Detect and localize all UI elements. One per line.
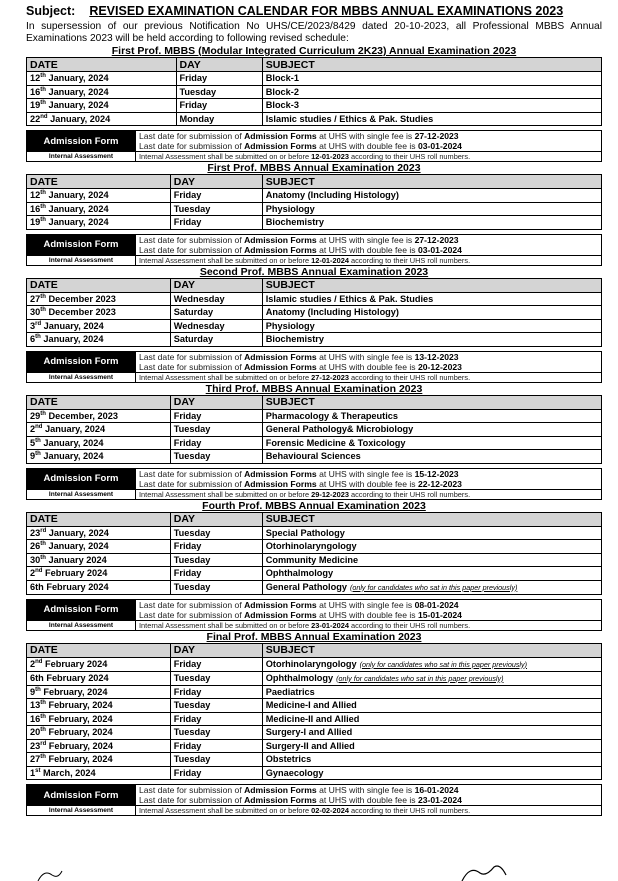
cell-date: 16th January, 2024 [27,85,177,99]
internal-assessment-label: Internal Assessment [27,255,135,265]
cell-date: 23rd February, 2024 [27,739,171,753]
date-suffix: th [40,190,46,197]
cell-day: Wednesday [170,319,262,333]
cell-subject: Anatomy (Including Histology) [262,189,601,203]
table-header-row [27,58,602,72]
cell-day: Tuesday [170,699,262,713]
exam-table [26,57,602,126]
date-suffix: th [40,541,46,548]
cell-day: Saturday [170,306,262,320]
cell-day: Friday [170,540,262,554]
table-row [27,202,602,216]
table-header-row [27,643,602,657]
double-fee-date: 20-12-2023 [417,361,462,372]
table-row [27,306,602,320]
date-suffix: th [40,217,46,224]
cell-subject: Special Pathology [262,526,601,540]
cell-date: 9th February, 2024 [27,685,171,699]
cell-subject: Ophthalmology (only for candidates who sat in this paper previously) [262,671,601,685]
cell-date: 6th February 2024 [27,671,171,685]
admission-labels [27,600,136,630]
cell-day: Friday [170,436,262,450]
table-row [27,112,602,126]
subject-line [26,4,602,19]
admission-box [26,468,602,500]
internal-assessment-date: 27-12-2023 [311,372,349,382]
single-fee-line: Last date for submission of Admission Forms at UHS with single fee is 13-12-2023 [139,351,459,362]
section-title: Final Prof. MBBS Annual Examination 2023 [206,630,422,643]
single-fee-date: 16-01-2024 [414,785,459,795]
cell-day: Monday [176,112,262,126]
cell-subject: Obstetrics [262,753,601,767]
document-page [26,4,602,816]
cell-day: Tuesday [170,726,262,740]
cell-date: 23rd January, 2024 [27,526,171,540]
cell-day: Tuesday [170,423,262,437]
header-subject: SUBJECT [262,175,601,189]
cell-day: Tuesday [170,753,262,767]
table-row [27,580,602,594]
table-row [27,753,602,767]
cell-subject: Physiology [262,202,601,216]
admission-forms-text: Admission Forms [244,234,317,245]
internal-assessment-line: Internal Assessment shall be submitted on or before 29-12-2023 according to their UHS roll numbers. [136,489,601,499]
header-day: DAY [170,278,262,292]
table-row [27,540,602,554]
date-suffix: th [40,73,46,80]
cell-date: 6th January, 2024 [27,333,171,347]
internal-assessment-date: 12-01-2023 [311,152,349,161]
signature-mark [0,861,618,881]
admission-labels [27,785,136,815]
table-row [27,739,602,753]
cell-day: Tuesday [170,553,262,567]
cell-day: Wednesday [170,292,262,306]
admission-forms-text: Admission Forms [244,795,317,805]
cell-day: Friday [170,409,262,423]
table-row [27,216,602,230]
cell-subject: Physiology [262,319,601,333]
section-title: First Prof. MBBS Annual Examination 2023 [207,162,421,174]
date-suffix: nd [35,568,43,575]
cell-day: Friday [170,567,262,581]
admission-forms-text: Admission Forms [244,609,317,620]
cell-date: 2nd January, 2024 [27,423,171,437]
cell-date: 27th February, 2024 [27,753,171,767]
exam-table [26,643,602,781]
cell-subject: Surgery-II and Allied [262,739,601,753]
single-fee-line: Last date for submission of Admission Forms at UHS with single fee is 16-01-2024 [139,785,459,795]
internal-assessment-label: Internal Assessment [27,489,135,499]
admission-forms-text: Admission Forms [244,361,317,372]
admission-forms-text: Admission Forms [244,599,317,610]
admission-forms-text: Admission Forms [244,785,317,795]
cell-date: 19th January, 2024 [27,99,177,113]
section-title: Third Prof. MBBS Annual Examination 2023 [205,382,423,395]
cell-subject: Medicine-I and Allied [262,699,601,713]
table-row [27,526,602,540]
header-subject: SUBJECT [262,512,601,526]
table-row [27,409,602,423]
table-row [27,685,602,699]
admission-details [136,352,601,382]
subject-note: (only for candidates who sat in this paper previously) [336,673,504,683]
cell-subject: Biochemistry [262,333,601,347]
admission-labels [27,469,136,499]
cell-subject: Islamic studies / Ethics & Pak. Studies [262,112,601,126]
cell-subject: Biochemistry [262,216,601,230]
table-header-row [27,512,602,526]
cell-date: 12th January, 2024 [27,72,177,86]
internal-assessment-line: Internal Assessment shall be submitted on or before 27-12-2023 according to their UHS roll numbers. [136,372,601,382]
admission-forms-text: Admission Forms [244,141,317,151]
table-row [27,72,602,86]
single-fee-date: 08-01-2024 [414,599,459,610]
header-date: DATE [27,512,171,526]
date-suffix: nd [35,658,43,665]
exam-table [26,395,602,464]
admission-forms-text: Admission Forms [244,244,317,255]
internal-assessment-line: Internal Assessment shall be submitted on or before 12-01-2024 according to their UHS roll numbers. [136,255,601,265]
table-row [27,671,602,685]
section-title: Second Prof. MBBS Annual Examination 2023 [199,265,429,278]
date-suffix: rd [35,320,42,327]
exam-table [26,278,602,347]
internal-assessment-label: Internal Assessment [27,805,135,815]
admission-labels [27,235,136,265]
cell-date: 30th December 2023 [27,306,171,320]
single-fee-line: Last date for submission of Admission Forms at UHS with single fee is 15-12-2023 [139,468,459,479]
table-row [27,99,602,113]
internal-assessment-date: 23-01-2024 [311,620,349,630]
double-fee-line: Last date for submission of Admission Forms at UHS with double fee is 22-12-2023 [139,478,462,489]
cell-date: 20th February, 2024 [27,726,171,740]
date-suffix: th [40,700,46,707]
cell-date: 19th January, 2024 [27,216,171,230]
table-row [27,85,602,99]
admission-form-label: Admission Form [27,785,135,805]
table-row [27,450,602,464]
header-day: DAY [170,395,262,409]
cell-day: Friday [170,712,262,726]
header-subject: SUBJECT [262,395,601,409]
date-suffix: th [40,86,46,93]
admission-labels [27,352,136,382]
table-row [27,567,602,581]
cell-date: 12th January, 2024 [27,189,171,203]
admission-forms-text: Admission Forms [244,478,317,489]
header-subject: SUBJECT [262,278,601,292]
exam-sections [26,45,602,816]
admission-box [26,130,602,162]
cell-subject: Ophthalmology [262,567,601,581]
cell-subject: Block-3 [262,99,601,113]
cell-date: 2nd February 2024 [27,657,171,671]
header-day: DAY [170,175,262,189]
header-date: DATE [27,175,171,189]
single-fee-date: 27-12-2023 [414,131,459,141]
date-suffix: th [40,713,46,720]
header-date: DATE [27,395,171,409]
subject-note: (only for candidates who sat in this paper previously) [349,582,518,592]
admission-details [136,785,601,815]
double-fee-line: Last date for submission of Admission Forms at UHS with double fee is 23-01-2024 [139,795,462,805]
cell-subject: Islamic studies / Ethics & Pak. Studies [262,292,601,306]
date-suffix: th [35,334,41,341]
table-row [27,436,602,450]
admission-forms-text: Admission Forms [244,351,317,362]
cell-day: Friday [176,99,262,113]
table-row [27,712,602,726]
single-fee-line: Last date for submission of Admission Forms at UHS with single fee is 27-12-2023 [139,234,459,245]
cell-subject: Pharmacology & Therapeutics [262,409,601,423]
date-suffix: th [35,451,41,458]
cell-day: Tuesday [170,450,262,464]
section-title: Fourth Prof. MBBS Annual Examination 2023 [202,499,426,512]
double-fee-date: 15-01-2024 [417,609,462,620]
table-row [27,766,602,780]
cell-date: 22nd January, 2024 [27,112,177,126]
cell-subject: Forensic Medicine & Toxicology [262,436,601,450]
internal-assessment-line: Internal Assessment shall be submitted on or before 23-01-2024 according to their UHS roll numbers. [136,620,601,630]
double-fee-line: Last date for submission of Admission Forms at UHS with double fee is 03-01-2024 [139,244,462,255]
table-row [27,657,602,671]
cell-date: 9th January, 2024 [27,450,171,464]
date-suffix: th [40,727,46,734]
header-date: DATE [27,643,171,657]
date-suffix: th [40,293,46,300]
cell-subject: Behavioural Sciences [262,450,601,464]
cell-subject: Otorhinolaryngology (only for candidates who sat in this paper previously) [262,657,601,671]
table-row [27,292,602,306]
cell-subject: Surgery-I and Allied [262,726,601,740]
cell-day: Tuesday [170,526,262,540]
internal-assessment-label: Internal Assessment [27,620,135,630]
table-header-row [27,278,602,292]
header-subject: SUBJECT [262,58,601,72]
date-suffix: th [40,203,46,210]
internal-assessment-line: Internal Assessment shall be submitted on or before 12-01-2023 according to their UHS roll numbers. [136,151,601,161]
cell-subject: Gynaecology [262,766,601,780]
cell-subject: General Pathology (only for candidates who sat in this paper previously) [262,580,601,594]
table-row [27,553,602,567]
table-header-row [27,395,602,409]
admission-form-label: Admission Form [27,600,135,620]
subject-note: (only for candidates who sat in this paper previously) [359,659,528,669]
cell-date: 29th December, 2023 [27,409,171,423]
admission-labels [27,131,136,161]
single-fee-line: Last date for submission of Admission Forms at UHS with single fee is 27-12-2023 [139,131,459,141]
date-suffix: nd [35,424,43,431]
subject-label: Subject: [26,4,76,18]
date-suffix: th [35,437,41,444]
header-day: DAY [170,643,262,657]
cell-day: Friday [170,189,262,203]
header-day: DAY [176,58,262,72]
cell-date: 2nd February 2024 [27,567,171,581]
double-fee-date: 22-12-2023 [417,478,462,489]
cell-subject: Paediatrics [262,685,601,699]
cell-day: Friday [170,657,262,671]
single-fee-date: 27-12-2023 [414,234,459,245]
admission-details [136,131,601,161]
header-date: DATE [27,58,177,72]
admission-box [26,351,602,383]
double-fee-line: Last date for submission of Admission Forms at UHS with double fee is 03-01-2024 [139,141,462,151]
exam-table [26,512,602,595]
internal-assessment-line: Internal Assessment shall be submitted on or before 02-02-2024 according to their UHS roll numbers. [136,805,601,815]
admission-box [26,599,602,631]
date-suffix: th [40,307,46,314]
cell-day: Friday [176,72,262,86]
cell-date: 16th February, 2024 [27,712,171,726]
table-row [27,423,602,437]
internal-assessment-date: 29-12-2023 [311,489,349,499]
admission-details [136,600,601,630]
admission-form-label: Admission Form [27,235,135,255]
cell-date: 5th January, 2024 [27,436,171,450]
table-header-row [27,175,602,189]
cell-date: 16th January, 2024 [27,202,171,216]
document-title: REVISED EXAMINATION CALENDAR FOR MBBS ANNUAL EXAMINATIONS 2023 [89,4,564,18]
cell-day: Tuesday [170,671,262,685]
cell-date: 30th January 2024 [27,553,171,567]
internal-assessment-date: 12-01-2024 [311,255,349,265]
internal-assessment-date: 02-02-2024 [311,806,349,815]
date-suffix: th [35,686,41,693]
admission-details [136,469,601,499]
internal-assessment-label: Internal Assessment [27,372,135,382]
cell-day: Tuesday [170,580,262,594]
cell-date: 3rd January, 2024 [27,319,171,333]
admission-details [136,235,601,265]
exam-table [26,174,602,230]
cell-date: 26th January, 2024 [27,540,171,554]
double-fee-line: Last date for submission of Admission Forms at UHS with double fee is 20-12-2023 [139,361,462,372]
date-suffix: th [40,100,46,107]
admission-box [26,234,602,266]
cell-day: Friday [170,685,262,699]
cell-day: Friday [170,739,262,753]
double-fee-line: Last date for submission of Admission Forms at UHS with double fee is 15-01-2024 [139,609,462,620]
double-fee-date: 23-01-2024 [417,795,462,805]
cell-date: 6th February 2024 [27,580,171,594]
date-suffix: th [40,410,46,417]
double-fee-date: 03-01-2024 [417,141,462,151]
date-suffix: rd [40,527,47,534]
cell-subject: Medicine-II and Allied [262,712,601,726]
table-row [27,189,602,203]
cell-date: 1st March, 2024 [27,766,171,780]
date-suffix: nd [40,113,48,120]
admission-forms-text: Admission Forms [244,468,317,479]
cell-day: Tuesday [170,202,262,216]
cell-subject: Anatomy (Including Histology) [262,306,601,320]
cell-subject: Block-2 [262,85,601,99]
header-date: DATE [27,278,171,292]
cell-day: Saturday [170,333,262,347]
cell-day: Tuesday [176,85,262,99]
cell-subject: Otorhinolaryngology [262,540,601,554]
header-day: DAY [170,512,262,526]
single-fee-line: Last date for submission of Admission Forms at UHS with single fee is 08-01-2024 [139,599,459,610]
date-suffix: th [40,554,46,561]
date-suffix: st [35,767,41,774]
table-row [27,319,602,333]
admission-form-label: Admission Form [27,131,135,151]
date-suffix: rd [40,740,47,747]
admission-forms-text: Admission Forms [244,131,317,141]
cell-day: Friday [170,216,262,230]
table-row [27,333,602,347]
table-row [27,699,602,713]
cell-subject: Community Medicine [262,553,601,567]
header-subject: SUBJECT [262,643,601,657]
cell-day: Friday [170,766,262,780]
section-title: First Prof. MBBS (Modular Integrated Curriculum 2K23) Annual Examination 2023 [111,45,517,57]
internal-assessment-label: Internal Assessment [27,151,135,161]
single-fee-date: 13-12-2023 [414,351,459,362]
table-row [27,726,602,740]
cell-date: 13th February, 2024 [27,699,171,713]
intro-paragraph: In supersession of our previous Notification No UHS/CE/2023/8429 dated 20-10-2023, all Professional MBBS Annual Examinations 2023 will be held according to following revised schedule: [26,21,602,44]
double-fee-date: 03-01-2024 [417,244,462,255]
admission-form-label: Admission Form [27,352,135,372]
single-fee-date: 15-12-2023 [414,468,459,479]
cell-subject: Block-1 [262,72,601,86]
cell-subject: General Pathology& Microbiology [262,423,601,437]
cell-date: 27th December 2023 [27,292,171,306]
admission-form-label: Admission Form [27,469,135,489]
admission-box [26,784,602,816]
date-suffix: th [40,754,46,761]
